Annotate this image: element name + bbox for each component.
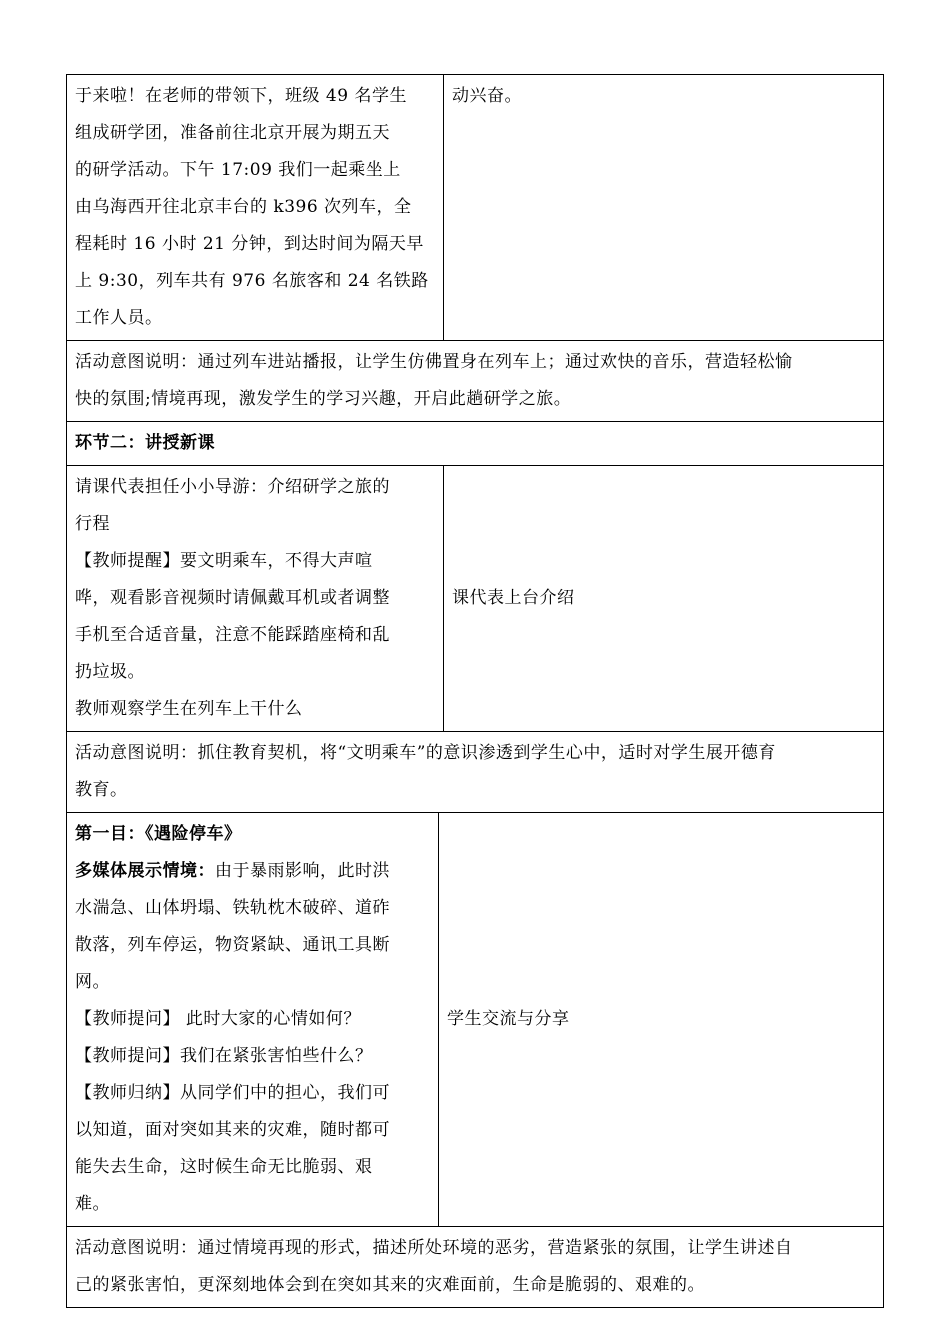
text-line: 上 9:30，列车共有 976 名旅客和 24 名铁路	[75, 271, 429, 291]
text-line: 网。	[75, 972, 110, 992]
text-line: 【教师提问】我们在紧张害怕些什么？	[75, 1046, 373, 1066]
lesson-plan-table	[66, 74, 884, 1308]
row-section-2	[67, 465, 883, 731]
text-line: 扔垃圾。	[75, 662, 145, 682]
text-line: 活动意图说明：通过列车进站播报，让学生仿佛置身在列车上；通过欢快的音乐，营造轻松愉	[75, 352, 793, 372]
intent-1-cell	[67, 341, 883, 421]
text-line: 于来啦！在老师的带领下，班级 49 名学生	[75, 86, 407, 106]
section-2-right-cell	[444, 466, 883, 731]
text-line: 教师观察学生在列车上干什么	[75, 699, 303, 719]
text-line: 难。	[75, 1194, 110, 1214]
text-line: 请课代表担任小小导游：介绍研学之旅的	[75, 477, 390, 497]
text-line: 【教师提醒】要文明乘车，不得大声喧	[75, 551, 373, 571]
row-intent-2	[67, 731, 883, 812]
text-line: 工作人员。	[75, 308, 163, 328]
row-intent-3	[67, 1226, 883, 1307]
text-line: 由乌海西开往北京丰台的 k396 次列车，全	[75, 197, 412, 217]
text-line: 己的紧张害怕，更深刻地体会到在突如其来的灾难面前，生命是脆弱的、艰难的。	[75, 1275, 705, 1295]
row-intro	[67, 75, 883, 340]
text-line: 的研学活动。下午 17:09 我们一起乘坐上	[75, 160, 401, 180]
section-2-left-cell	[67, 466, 444, 731]
text-line: 哗，观看影音视频时请佩戴耳机或者调整	[75, 588, 390, 608]
section-2-heading: 环节二：讲授新课	[75, 433, 215, 453]
text-line: 水湍急、山体坍塌、铁轨枕木破碎、道砟	[75, 898, 390, 918]
intro-right-cell	[444, 75, 883, 340]
text-line: 手机至合适音量，注意不能踩踏座椅和乱	[75, 625, 390, 645]
text-line: 以知道，面对突如其来的灾难，随时都可	[75, 1120, 390, 1140]
section-3-title: 第一目：《遇险停车》	[75, 824, 242, 844]
media-text: 由于暴雨影响，此时洪	[215, 861, 390, 881]
text-line: 组成研学团，准备前往北京开展为期五天	[75, 123, 390, 143]
text-line: 程耗时 16 小时 21 分钟，到达时间为隔天早	[75, 234, 424, 254]
section-3-right-cell	[439, 813, 883, 1226]
text-line: 活动意图说明：抓住教育契机，将“文明乘车”的意识渗透到学生心中，适时对学生展开德育	[75, 743, 776, 763]
text-line: 散落，列车停运，物资紧缺、通讯工具断	[75, 935, 390, 955]
intent-3-cell	[67, 1227, 883, 1307]
intro-left-cell	[67, 75, 444, 340]
intent-2-cell	[67, 732, 883, 812]
text-line	[75, 853, 430, 890]
text-line: 活动意图说明：通过情境再现的形式，描述所处环境的恶劣，营造紧张的氛围，让学生讲述自	[75, 1238, 793, 1258]
text-line: 【教师归纳】从同学们中的担心，我们可	[75, 1083, 390, 1103]
text-line: 行程	[75, 514, 110, 534]
text-line: 课代表上台介绍	[452, 588, 575, 608]
text-line: 动兴奋。	[452, 86, 522, 106]
text-line: 学生交流与分享	[447, 1009, 570, 1029]
section-3-left-cell	[67, 813, 439, 1226]
text-line: 【教师提问】 此时大家的心情如何？	[75, 1009, 361, 1029]
text-line: 快的氛围;情境再现，激发学生的学习兴趣，开启此趟研学之旅。	[75, 389, 572, 409]
row-section-2-heading	[67, 421, 883, 465]
media-label: 多媒体展示情境：	[75, 861, 215, 881]
text-line: 教育。	[75, 780, 128, 800]
text-line: 能失去生命，这时候生命无比脆弱、艰	[75, 1157, 373, 1177]
row-section-3	[67, 812, 883, 1226]
row-intent-1	[67, 340, 883, 421]
